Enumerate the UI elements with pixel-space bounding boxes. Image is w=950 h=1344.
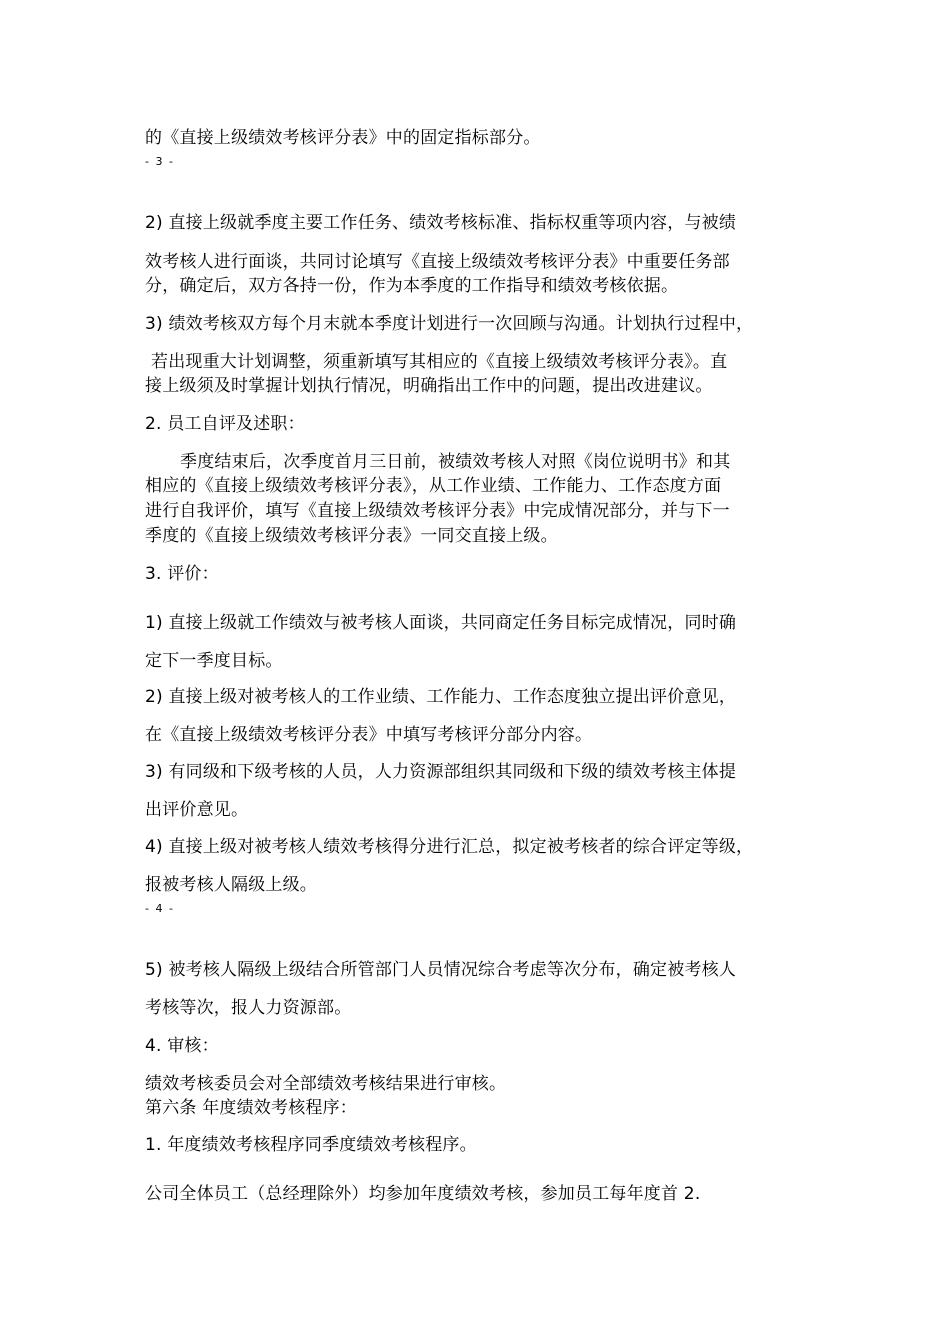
text-line: 3) 绩效考核双方每个月末就本季度计划进行一次回顾与沟通。计划执行过程中， (145, 314, 754, 334)
text-line: 考核等次，报人力资源部。 (145, 998, 352, 1018)
text-line: 2) 直接上级对被考核人的工作业绩、工作能力、工作态度独立提出评价意见， (145, 687, 737, 707)
text-line: 分，确定后，双方各持一份，作为本季度的工作指导和绩效考核依据。 (145, 276, 679, 296)
text-line: 5) 被考核人隔级上级结合所管部门人员情况综合考虑等次分布，确定被考核人 (145, 960, 737, 980)
text-line: 3) 有同级和下级考核的人员，人力资源部组织其同级和下级的绩效考核主体提 (145, 762, 737, 782)
text-line: 1) 直接上级就工作绩效与被考核人面谈，共同商定任务目标完成情况，同时确 (145, 613, 737, 633)
text-line: 定下一季度目标。 (145, 651, 283, 671)
text-line: 季度的《直接上级绩效考核评分表》一同交直接上级。 (145, 526, 558, 546)
text-line: 季度结束后，次季度首月三日前，被绩效考核人对照《岗位说明书》和其 (180, 452, 731, 472)
text-line: 绩效考核委员会对全部绩效考核结果进行审核。 (145, 1074, 507, 1094)
text-line: 1. 年度绩效考核程序同季度绩效考核程序。 (145, 1135, 477, 1155)
page-number: - 3 - (145, 155, 175, 168)
page-number: - 4 - (145, 902, 175, 915)
article-heading: 第六条 年度绩效考核程序： (145, 1098, 358, 1118)
text-line: 在《直接上级绩效考核评分表》中填写考核评分部分内容。 (145, 725, 593, 745)
text-line: 出评价意见。 (145, 800, 249, 820)
text-line: 的《直接上级绩效考核评分表》中的固定指标部分。 (145, 128, 541, 148)
text-line: 进行自我评价，填写《直接上级绩效考核评分表》中完成情况部分，并与下一 (145, 501, 730, 521)
text-line: 效考核人进行面谈，共同讨论填写《直接上级绩效考核评分表》中重要任务部 (145, 252, 730, 272)
text-line: 相应的《直接上级绩效考核评分表》，从工作业绩、工作能力、工作态度方面 (145, 476, 722, 496)
text-line: 2) 直接上级就季度主要工作任务、绩效考核标准、指标权重等项内容，与被绩 (145, 213, 737, 233)
section-heading: 2. 员工自评及述职： (145, 414, 305, 434)
section-heading: 3. 评价： (145, 564, 219, 584)
text-line: 接上级须及时掌握计划执行情况，明确指出工作中的问题，提出改进建议。 (145, 376, 713, 396)
text-line: 公司全体员工（总经理除外）均参加年度绩效考核，参加员工每年度首 2. (145, 1184, 701, 1204)
text-line: 若出现重大计划调整，须重新填写其相应的《直接上级绩效考核评分表》。直 (151, 352, 728, 372)
text-line: 报被考核人隔级上级。 (145, 875, 317, 895)
section-heading: 4. 审核： (145, 1036, 219, 1056)
text-line: 4) 直接上级对被考核人绩效考核得分进行汇总，拟定被考核者的综合评定等级， (145, 837, 754, 857)
